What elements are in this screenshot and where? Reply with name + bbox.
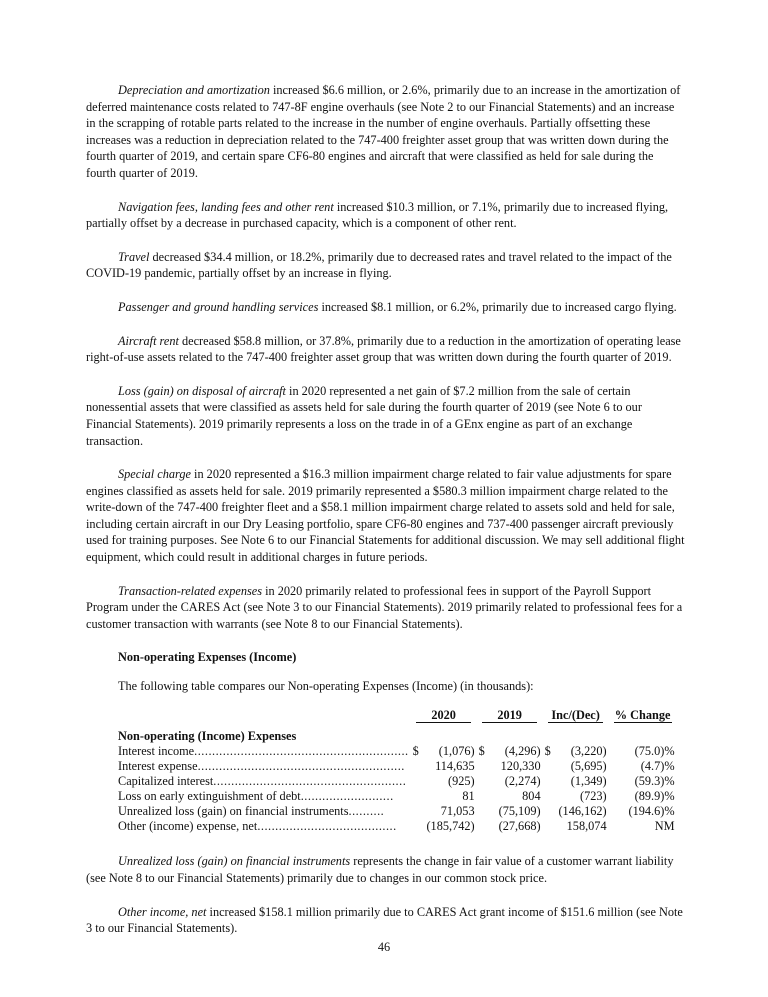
value-2020: 114,635 [435, 759, 475, 774]
paragraph-text: increased $10.3 million, or 7.1%, primarily due to increased flying, partially offset by a decrease in purchased capacity, which is a component of other rent. [86, 199, 669, 231]
currency-symbol [479, 759, 489, 774]
row-label [118, 804, 409, 819]
row-label [118, 774, 409, 789]
row-label [118, 744, 409, 759]
row-label-text: Loss on early extinguishment of debt [118, 789, 301, 804]
section-intro: The following table compares our Non-operating Expenses (Income) (in thousands): [118, 679, 534, 694]
value-pct-change: (89.9)% [634, 789, 675, 804]
paragraph-text: represents the change in fair value of a customer warrant liability (see Note 8 to our Financial Statements) primarily due to changes in our common stock price. [86, 854, 674, 886]
paragraph-aircraft-rent [86, 333, 686, 366]
paragraph-text: in 2020 represented a $16.3 million impairment charge related to fair value adjustments for spare engines classified as assets held for sale. 2019 primarily represented a $580.3 million impairment charge related to the write-down of the 747-400 freighter fleet and a $58.1 million impairment charge related to assets sold and held for sale, including certain aircraft in our Dry Leasing portfolio, spare CF6-80 engines and 737-400 passenger aircraft previously used for training purposes. See Note 6 to our Financial Statements for additional discussion. We may sell additional flight equipment, which could result in additional charges in future periods. [86, 467, 685, 565]
currency-symbol [545, 804, 555, 819]
leader-dots: .......... [348, 804, 385, 819]
row-label-text: Interest income [118, 744, 195, 759]
currency-symbol [479, 789, 489, 804]
paragraph-text: decreased $34.4 million, or 18.2%, primarily due to decreased rates and travel related to the impact of the COVID-19 pandemic, partially offset by an increase in flying. [86, 249, 672, 281]
currency-symbol: $ [544, 744, 551, 759]
column-header-2019: 2019 [479, 708, 541, 723]
row-label [118, 759, 409, 774]
paragraph-term: Transaction-related expenses [118, 583, 263, 598]
paragraph-text: increased $8.1 million, or 6.2%, primarily due to increased cargo flying. [318, 299, 677, 314]
currency-symbol: $ [412, 744, 419, 759]
value-inc-dec: (5,695) [570, 759, 607, 774]
paragraph-term: Navigation fees, landing fees and other rent [118, 199, 334, 214]
value-2020: 81 [462, 789, 475, 804]
value-2019: (2,274) [504, 774, 541, 789]
value-2019: (4,296) [504, 744, 541, 759]
currency-symbol [545, 819, 555, 834]
table-section-label: Non-operating (Income) Expenses [118, 729, 297, 744]
leader-dots: .......................... [300, 789, 394, 804]
value-2020: 71,053 [440, 804, 475, 819]
value-inc-dec: (723) [579, 789, 607, 804]
paragraph-term: Special charge [118, 467, 191, 482]
paragraph-special-charge [86, 466, 686, 566]
paragraph-term: Unrealized loss (gain) on financial instruments [118, 854, 351, 869]
currency-symbol [413, 789, 423, 804]
row-label-text: Unrealized loss (gain) on financial instruments [118, 804, 349, 819]
value-pct-change: (75.0)% [634, 744, 675, 759]
row-label [118, 819, 409, 834]
paragraph-term: Other income, net [118, 904, 207, 919]
paragraph-term: Loss (gain) on disposal of aircraft [118, 383, 286, 398]
currency-symbol: $ [478, 744, 485, 759]
table-row [118, 804, 675, 819]
column-header-2020: 2020 [413, 708, 475, 723]
leader-dots: ...................................................... [213, 774, 407, 789]
currency-symbol [545, 774, 555, 789]
paragraph-term: Depreciation and amortization [118, 83, 270, 97]
paragraph-text: in 2020 primarily related to professional fees in support of the Payroll Support Program under the CARES Act (see Note 3 to our Financial Statements). 2019 primarily related to professional fees for a customer transaction with warrants (see Note 8 to our Financial Statements). [86, 583, 683, 631]
paragraph-transaction-expenses [86, 583, 686, 633]
value-2019: 804 [522, 789, 541, 804]
value-inc-dec: (3,220) [570, 744, 607, 759]
column-header-pct-change: % Change [614, 708, 671, 723]
paragraph-depreciation [86, 82, 686, 182]
currency-symbol [413, 804, 423, 819]
currency-symbol [479, 819, 489, 834]
leader-dots: .......................................................... [197, 759, 405, 774]
paragraph-term: Aircraft rent [118, 333, 179, 348]
paragraph-term: Travel [118, 249, 150, 264]
currency-symbol [545, 789, 555, 804]
section-heading: Non-operating Expenses (Income) [118, 650, 297, 665]
paragraph-text: decreased $58.8 million, or 37.8%, primarily due to a reduction in the amortization of operating lease right-of-use assets related to the 747-400 freighter asset group that was written down during the fourth quarter of 2019. [86, 333, 681, 365]
currency-symbol [479, 774, 489, 789]
paragraph-other-income [86, 904, 686, 937]
paragraph-text: in 2020 represented a net gain of $7.2 million from the sale of certain nonessential assets that were classified as assets held for sale during the fourth quarter of 2019 (see Note 6 to our Financial Statements). 2019 primarily represents a loss on the trade in of a GEnx engine as part of an exchange transaction. [86, 383, 642, 448]
value-2019: 120,330 [500, 759, 541, 774]
currency-symbol [479, 804, 489, 819]
value-2020: (185,742) [426, 819, 475, 834]
value-pct-change: (194.6)% [628, 804, 675, 819]
leader-dots: ....................................... [257, 819, 397, 834]
column-header-inc-dec: Inc/(Dec) [545, 708, 607, 723]
value-pct-change: (59.3)% [634, 774, 675, 789]
paragraph-text: increased $6.6 million, or 2.6%, primarily due to an increase in the amortization of deferred maintenance costs related to 747-8F engine overhauls (see Note 2 to our Financial Statements) and an increase in the scrapping of rotable parts related to the increase in the number of engine overhauls. Partially offsetting these increases was a reduction in depreciation related to the 747-400 freighter asset group that was written down during the fourth quarter of 2019, and certain spare CF6-80 engines and aircraft that were classified as held for sale during the fourth quarter of 2019. [86, 83, 681, 180]
page-number: 46 [377, 940, 391, 954]
value-2019: (75,109) [498, 804, 541, 819]
paragraph-travel [86, 249, 686, 282]
paragraph-term: Passenger and ground handling services [118, 299, 319, 314]
currency-symbol [413, 819, 423, 834]
table-section-row [118, 729, 675, 744]
row-label-text: Capitalized interest [118, 774, 214, 789]
table-row [118, 789, 675, 804]
value-pct-change: (4.7)% [640, 759, 675, 774]
currency-symbol [413, 759, 423, 774]
paragraph-unrealized-loss [86, 853, 686, 886]
paragraph-passenger-ground [86, 299, 686, 316]
leader-dots: ............................................................ [194, 744, 409, 759]
row-label-text: Other (income) expense, net [118, 819, 258, 834]
currency-symbol [545, 759, 555, 774]
value-pct-change: NM [654, 819, 675, 834]
paragraph-text: increased $158.1 million primarily due to CARES Act grant income of $151.6 million (see Note 3 to our Financial Statements). [86, 904, 683, 936]
paragraph-loss-gain-disposal [86, 383, 686, 449]
table-row [118, 819, 675, 834]
non-operating-table [118, 708, 675, 834]
table-row [118, 774, 675, 789]
row-label-text: Interest expense [118, 759, 198, 774]
row-label [118, 789, 409, 804]
value-inc-dec: 158,074 [566, 819, 607, 834]
document-page [86, 82, 686, 937]
value-2019: (27,668) [498, 819, 541, 834]
table-row [118, 744, 675, 759]
value-2020: (925) [447, 774, 475, 789]
value-inc-dec: (146,162) [558, 804, 607, 819]
currency-symbol [413, 774, 423, 789]
table-row [118, 759, 675, 774]
value-inc-dec: (1,349) [570, 774, 607, 789]
paragraph-navigation-fees [86, 199, 686, 232]
value-2020: (1,076) [438, 744, 475, 759]
table-header-row [118, 708, 675, 723]
